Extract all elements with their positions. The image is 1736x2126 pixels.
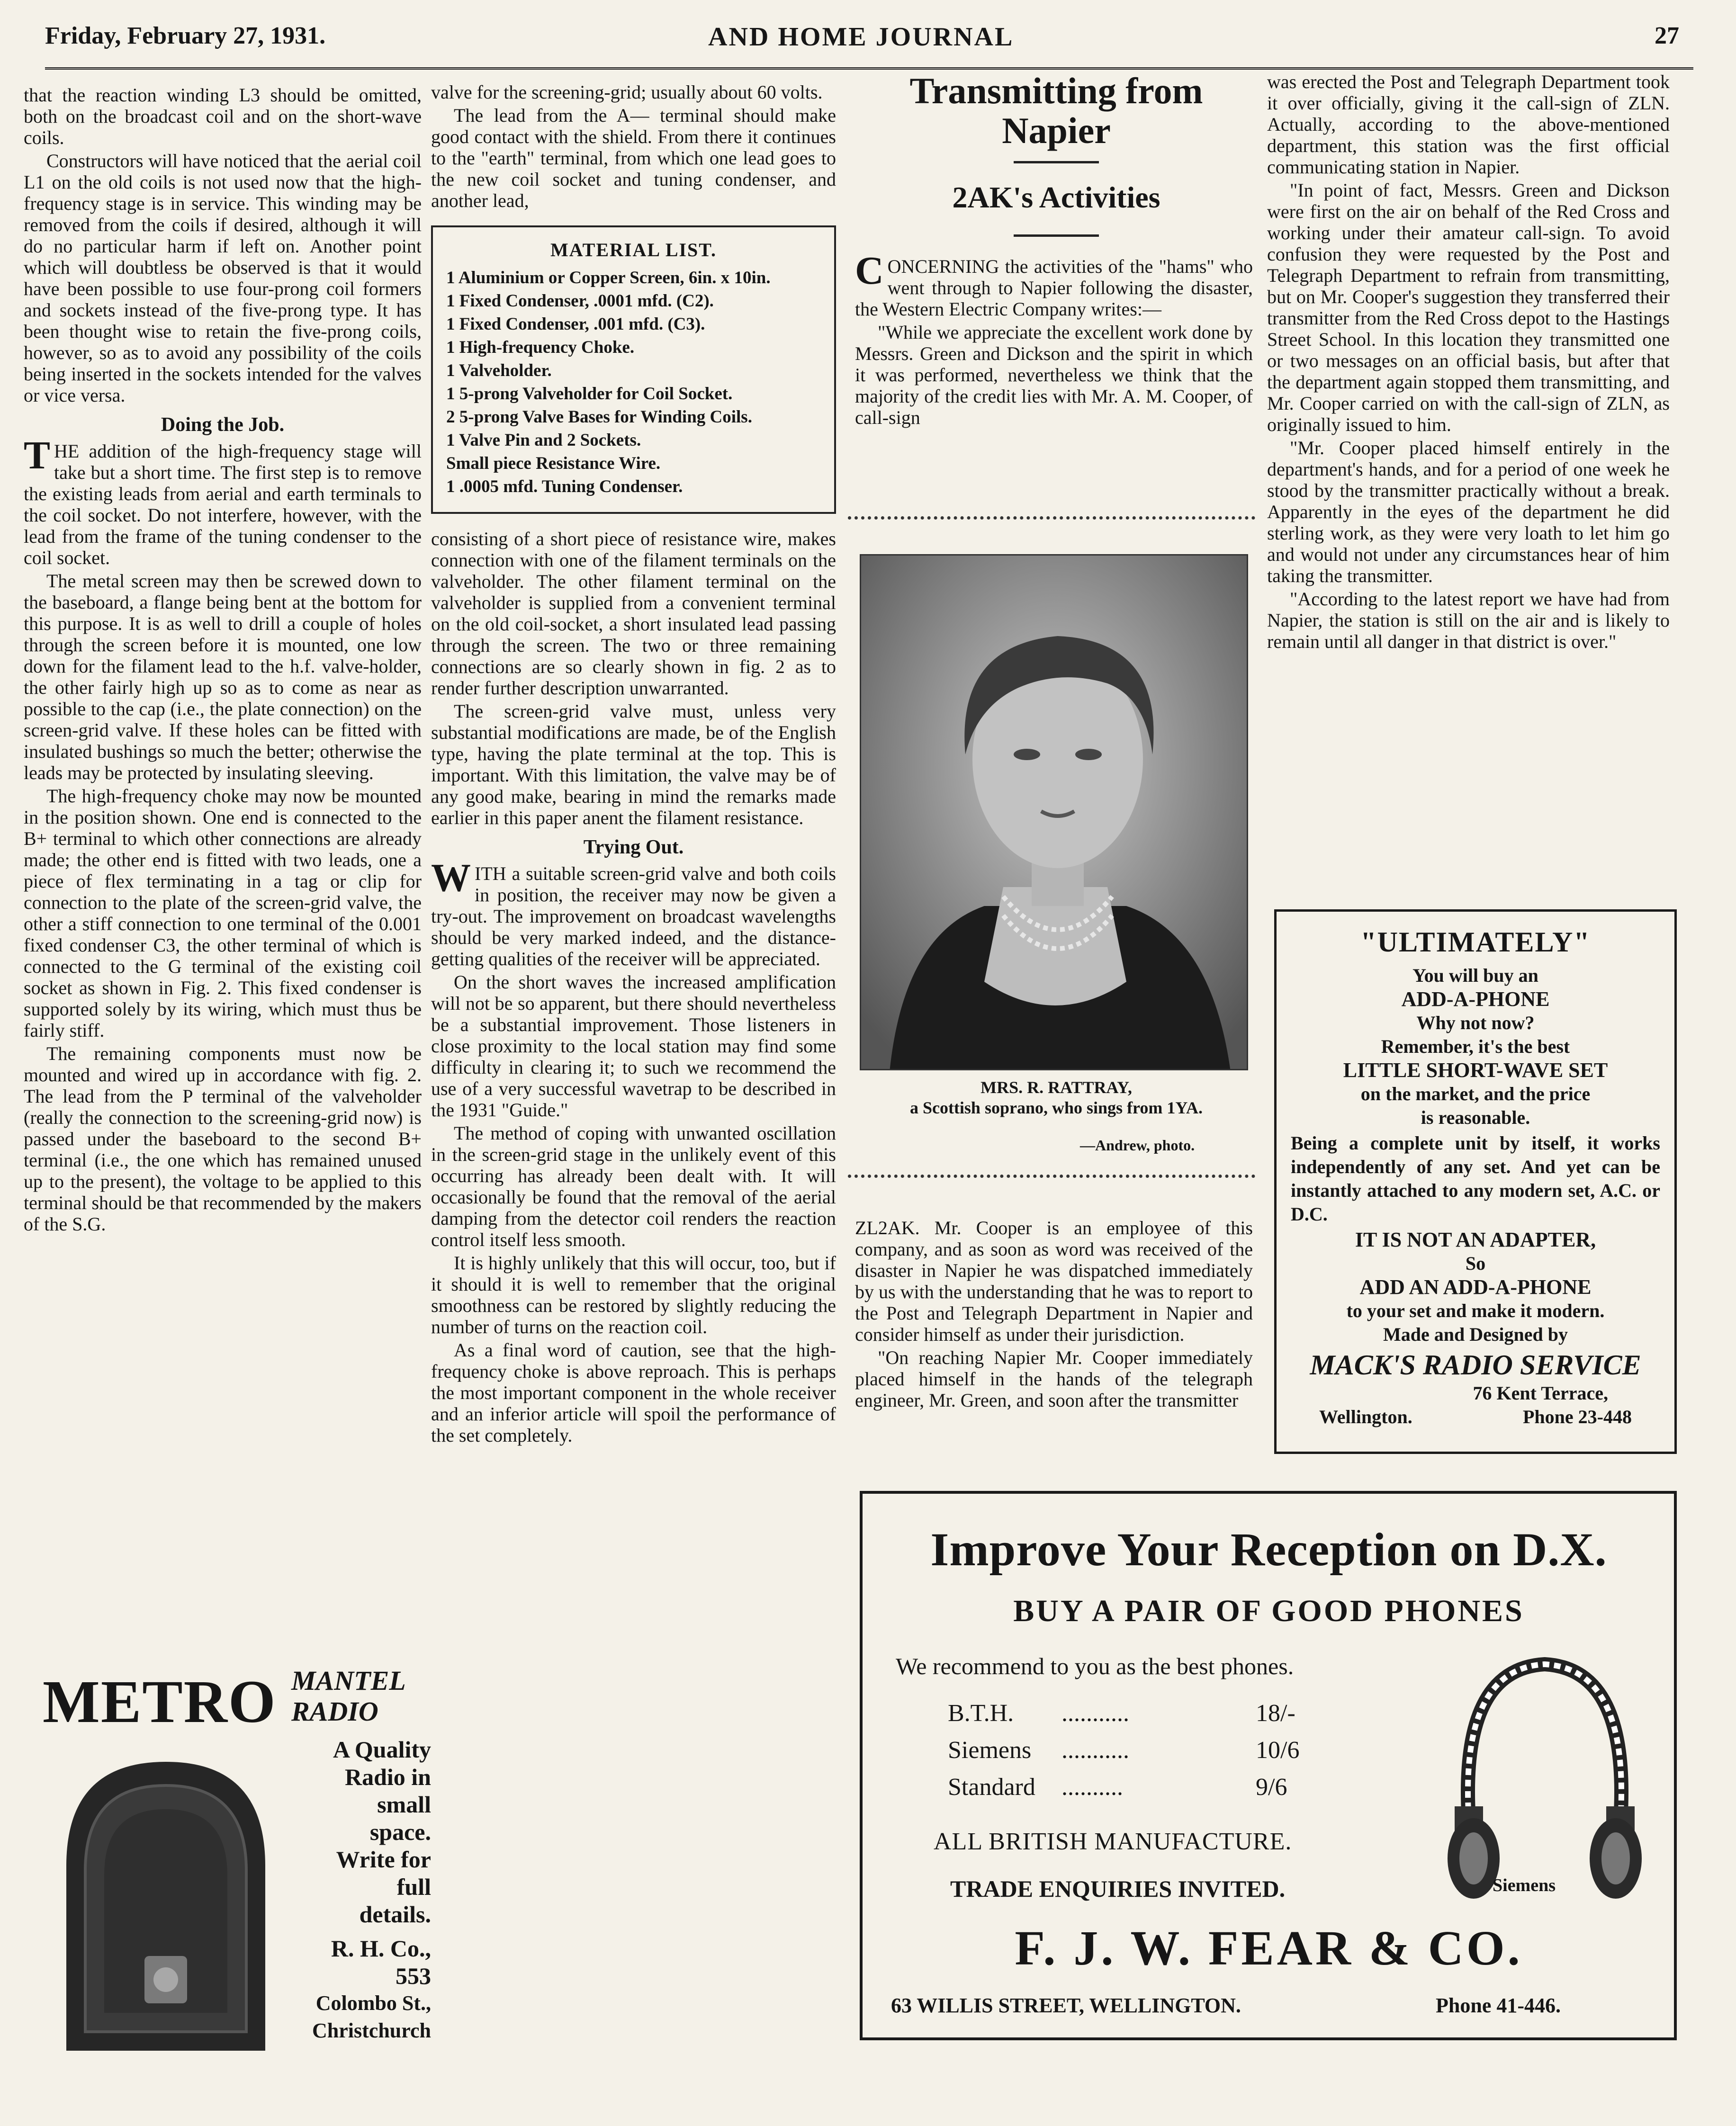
col2-paragraph: consisting of a short piece of resistance wire, makes connection with one of the filament terminals on the valveholder. The other filament terminal on the valveholder is supplied from a convenient terminal on the old coil-socket, a short insulated lead passing through the screen. The two or three remaining connections are so clearly shown in fig. 2 as to render further description unwarranted. — [431, 528, 836, 699]
ad-line: LITTLE SHORT-WAVE SET — [1343, 1059, 1608, 1082]
col1-paragraph: THE addition of the high-frequency stage will take but a short time. The first step is to remove the existing leads from aerial and earth terminals to the coil socket. Do not interfere, however, with the lead from the frame of the tuning condenser to the coil socket. — [24, 433, 422, 568]
photo-credit: —Andrew, photo. — [1080, 1137, 1195, 1154]
metro-brand: METRO — [43, 1668, 277, 1735]
col2-paragraph: It is highly unlikely that this will occur, too, but if it should it is well to remember that the original smoothness can be restored by slightly reducing the number of turns on the reaction coil. — [431, 1252, 836, 1337]
col2-paragraph: WITH a suitable screen-grid valve and both coils in position, the receiver may now be given a try-out. The improvement on broadcast wavelengths should be very marked indeed, and the distance-getting qualities of the receiver will be appreciated. — [431, 856, 836, 969]
metro-desc-line: A Quality — [333, 1736, 431, 1763]
column-four — [1267, 71, 1670, 654]
ad-line: on the market, and the price — [1360, 1083, 1591, 1104]
material-list-box — [431, 225, 836, 514]
price-value: 9/6 — [1256, 1774, 1287, 1801]
metro-desc-line: details. — [359, 1901, 431, 1928]
doing-the-job-heading: Doing the Job. — [161, 414, 285, 436]
col2-paragraph: As a final word of caution, see that the high-frequency choke is above reproach. This is perhaps the most important component in the whole receiver and an inferior article will spoil the performance of the set completely. — [431, 1339, 836, 1446]
macks-phone: Phone 23-448 — [1523, 1406, 1632, 1427]
col2-paragraph: valve for the screening-grid; usually about 60 volts. — [431, 81, 823, 103]
ad-line: You will buy an — [1412, 965, 1538, 986]
fear-phones-ad — [860, 1491, 1677, 2040]
metro-company-line: R. H. Co., — [331, 1935, 431, 1962]
column-two — [431, 81, 836, 2047]
price-name: B.T.H. — [948, 1700, 1014, 1727]
material-item: Small piece Resistance Wire. — [446, 454, 661, 473]
material-item: 1 5-prong Valveholder for Coil Socket. — [446, 384, 733, 404]
price-row — [948, 1732, 1374, 1769]
metro-company-line: Colombo St., — [315, 1991, 431, 2015]
fear-phone: Phone 41-446. — [1436, 1994, 1561, 2017]
col1-paragraph: Constructors will have noticed that the aerial coil L1 on the old coils is not used now that the high-frequency stage is in service. This winding may be removed from the coils if desired, although it will do no particular harm if left on. Another point which will doubtless be observed is that it would have been possible to use four-prong coil formers and sockets instead of the five-prong type. It has been thought wise to retain the five-prong coils, however, so as to avoid any possibility of the coils being inserted in the sockets intended for the valves or vice versa. — [24, 150, 422, 406]
price-dots: ........... — [1061, 1700, 1129, 1727]
fear-company-name: F. J. W. FEAR & CO. — [1015, 1921, 1523, 1975]
article-intro — [855, 249, 1253, 430]
article-title: Transmitting from Napier — [909, 70, 1203, 151]
ad-line: Remember, it's the best — [1381, 1036, 1570, 1057]
price-list — [948, 1695, 1374, 1806]
col2-paragraph: The method of coping with unwanted oscillation in the screen-grid stage in the unlikely event of this occurring has already been dealt with. It will occasionally be found that the removal of the aerial damping from the detector coil renders the reaction control itself less smooth. — [431, 1122, 836, 1250]
price-row — [948, 1695, 1374, 1732]
header-date: Friday, February 27, 1931. — [45, 22, 326, 49]
ad-line: is reasonable. — [1421, 1107, 1530, 1128]
article-paragraph: "While we appreciate the excellent work done by Messrs. Green and Dickson and the spirit in which it was performed, nevertheless we think that the majority of the credit lies with Mr. A. M. Cooper, of call-sign — [855, 322, 1253, 428]
col1-paragraph: The high-frequency choke may now be mounted in the position shown. One end is connected to the B+ terminal to which other connections are already made; the other end is fitted with two leads, one a piece of flex terminating in a tag or clip for connection to the plate of the screen-grid valve, the other a stiff connection to one terminal of the 0.001 fixed condenser C3, the other terminal of which is connected to the G terminal of the existing coil socket as shown in Fig. 2. This fixed condenser is supported solely by its wiring, which must thus be fairly stiff. — [24, 785, 422, 1041]
header-journal: AND HOME JOURNAL — [708, 22, 1014, 52]
add-a-phone-ad — [1274, 909, 1677, 1454]
metro-description — [289, 1736, 431, 2045]
metro-desc-line: small — [377, 1791, 431, 1818]
phones-recommend: We recommend to you as the best phones. — [896, 1653, 1294, 1679]
price-dots: .......... — [1061, 1774, 1123, 1801]
ultimately-title: "ULTIMATELY" — [1360, 926, 1591, 958]
article-paragraph: ZL2AK. Mr. Cooper is an employee of this company, and as soon as word was received of the disaster in Napier he was dispatched immediately by us with the understanding that he was to report to the Post and Telegraph Department in Napier and consider himself as under their jurisdiction. — [855, 1217, 1253, 1345]
metro-desc-line: space. — [369, 1819, 431, 1845]
article-paragraph: "In point of fact, Messrs. Green and Dickson were first on the air on behalf of the Red Cross and working under their amateur call-sign. To avoid confusion they were requested by the Post and Telegraph Department to refrain from transmitting, but on Mr. Cooper's suggestion they transferred their transmitter from the Red Cross depot to the Hastings Street School. In this location they transmitted one or two messages on an official basis, but after that the department again stopped them transmitting, and Mr. Cooper carried on with the call-sign of ZLN, as originally issued to him. — [1267, 179, 1670, 435]
photo-caption-description: a Scottish soprano, who sings from 1YA. — [909, 1098, 1203, 1117]
headphones-label: Siemens — [1493, 1875, 1556, 1895]
macks-city: Wellington. — [1319, 1406, 1412, 1427]
col2-paragraph: On the short waves the increased amplification will not be so apparent, but there should nevertheless be a substantial improvement. Those listeners in close proximity to the local station may find some difficulty in clearing it; to such we recommend the use of a very successful wavetrap to be described in the 1931 "Guide." — [431, 971, 836, 1121]
portrait-photo — [861, 556, 1248, 1070]
article-paragraph: was erected the Post and Telegraph Department took it over officially, giving it the call-sign of ZLN. Actually, according to the above-mentioned department, this station was the first official communicating station in Napier. — [1267, 71, 1670, 178]
material-item: 2 5-prong Valve Bases for Winding Coils. — [446, 407, 752, 427]
price-dots: ........... — [1061, 1737, 1129, 1764]
metro-desc-line: Radio in — [344, 1764, 431, 1790]
photo-top-divider — [848, 516, 1255, 520]
column-one — [24, 84, 422, 1614]
trying-out-heading: Trying Out. — [583, 836, 684, 858]
title-rule — [1014, 161, 1099, 163]
ad-line: Being a complete unit by itself, it works independently of any set. And yet can be instantly attached to any modern set, A.C. or D.C. — [1291, 1132, 1660, 1225]
material-item: 1 High-frequency Choke. — [446, 338, 635, 357]
article-continued — [855, 1217, 1253, 1413]
photo-caption-name: MRS. R. RATTRAY, — [980, 1078, 1132, 1097]
radio-cabinet-illustration — [52, 1748, 279, 2051]
metro-company-line: Christchurch — [312, 2019, 431, 2042]
metro-company-line: 553 — [396, 1963, 431, 1989]
article-paragraph: "Mr. Cooper placed himself entirely in the department's hands, and for a period of one week he stood by the transmitter practically without a break. Apparently in the eyes of the department he did sterling work, as they were very loath to let him go and would not under any circumstances hear of him taking the transmitter. — [1267, 437, 1670, 586]
metro-title-radio: RADIO — [291, 1696, 378, 1727]
price-name: Siemens — [948, 1737, 1032, 1764]
article-paragraph: "According to the latest report we have had from Napier, the station is still on the air and is likely to remain until all danger in that district is over." — [1267, 588, 1670, 652]
price-row — [948, 1769, 1374, 1806]
ad-line: Made and Designed by — [1383, 1324, 1568, 1345]
price-name: Standard — [948, 1774, 1035, 1801]
subtitle-rule — [1014, 234, 1099, 237]
material-item: 1 .0005 mfd. Tuning Condenser. — [446, 477, 683, 496]
macks-contact-row — [1291, 1405, 1660, 1429]
phones-manufacture: ALL BRITISH MANUFACTURE. — [934, 1828, 1292, 1855]
macks-radio-service: MACK'S RADIO SERVICE — [1310, 1349, 1641, 1381]
material-item: 1 Valve Pin and 2 Sockets. — [446, 431, 641, 450]
ad-line: So — [1465, 1253, 1486, 1274]
ad-line: Why not now? — [1416, 1012, 1535, 1033]
col2-paragraph: The lead from the A— terminal should make good contact with the shield. From there it continues to the "earth" terminal, from which one lead goes to the new coil socket and tuning condenser, and another lead, — [431, 105, 836, 211]
col1-paragraph: that the reaction winding L3 should be omitted, both on the broadcast coil and on the short-wave coils. — [24, 84, 422, 148]
material-item: 1 Fixed Condenser, .0001 mfd. (C2). — [446, 291, 714, 311]
article-subtitle: 2AK's Activities — [952, 180, 1160, 214]
material-item: 1 Aluminium or Copper Screen, 6in. x 10in. — [446, 268, 771, 287]
col1-paragraph: The remaining components must now be mounted and wired up in accordance with fig. 2. The lead from the P terminal of the valveholder (really the connection to the screening-grid now) is passed under the baseboard to the second B+ terminal (i.e., the one which has remained unused up to the present), the voltage to be applied to this terminal should be that recommended by the makers of the S.G. — [24, 1043, 422, 1235]
headphones-illustration — [1440, 1650, 1649, 1906]
article-paragraph: CONCERNING the activities of the "hams" who went through to Napier following the disaster, the Western Electric Company writes:— — [855, 249, 1253, 320]
metro-desc-line: full — [396, 1874, 431, 1900]
metro-radio-ad — [24, 1639, 431, 2060]
ad-line: ADD AN ADD-A-PHONE — [1359, 1275, 1592, 1299]
material-list-title: MATERIAL LIST. — [550, 239, 717, 260]
page-header — [45, 15, 1693, 70]
metro-desc-line: Write for — [336, 1846, 431, 1873]
col2-paragraph: The screen-grid valve must, unless very substantial modifications are made, be of the English type, having the plate terminal at the top. This is important. With this limitation, the valve may be of any good make, bearing in mind the remarks made earlier in this paper anent the filament resistance. — [431, 700, 836, 828]
article-paragraph: "On reaching Napier Mr. Cooper immediately placed himself in the hands of the telegraph engineer, Mr. Green, and soon after the transmitter — [855, 1347, 1253, 1411]
phones-trade: TRADE ENQUIRIES INVITED. — [950, 1875, 1286, 1902]
material-item: 1 Fixed Condenser, .001 mfd. (C3). — [446, 314, 705, 334]
ad-line: to your set and make it modern. — [1346, 1300, 1605, 1321]
macks-address: 76 Kent Terrace, — [1473, 1382, 1608, 1404]
photo-bottom-divider — [848, 1175, 1255, 1178]
col1-paragraph: The metal screen may then be screwed down to the baseboard, a flange being bent at the bottom for this purpose. It is as well to drill a couple of holes through the screen before it is mounted, one low down for the filament lead to the h.f. valve-holder, the other fairly high up so as to come as near as possible to the cap (i.e., the plate connection) on the screen-grid valve. If these holes can be fitted with insulated bushings so much the better; otherwise the leads may be protected by insulating sleeving. — [24, 570, 422, 783]
price-value: 18/- — [1256, 1700, 1295, 1727]
header-page-number: 27 — [1655, 22, 1679, 49]
portrait-photo-frame — [860, 554, 1248, 1070]
ad-line: IT IS NOT AN ADAPTER, — [1355, 1228, 1596, 1251]
metro-title-mantel: MANTEL — [291, 1665, 406, 1696]
phones-headline: Improve Your Reception on D.X. — [930, 1523, 1607, 1576]
phones-subhead: BUY A PAIR OF GOOD PHONES — [1013, 1594, 1524, 1628]
ad-line: ADD-A-PHONE — [1401, 987, 1550, 1011]
material-item: 1 Valveholder. — [446, 361, 552, 380]
price-value: 10/6 — [1256, 1737, 1300, 1764]
fear-address: 63 WILLIS STREET, WELLINGTON. — [891, 1994, 1241, 2017]
